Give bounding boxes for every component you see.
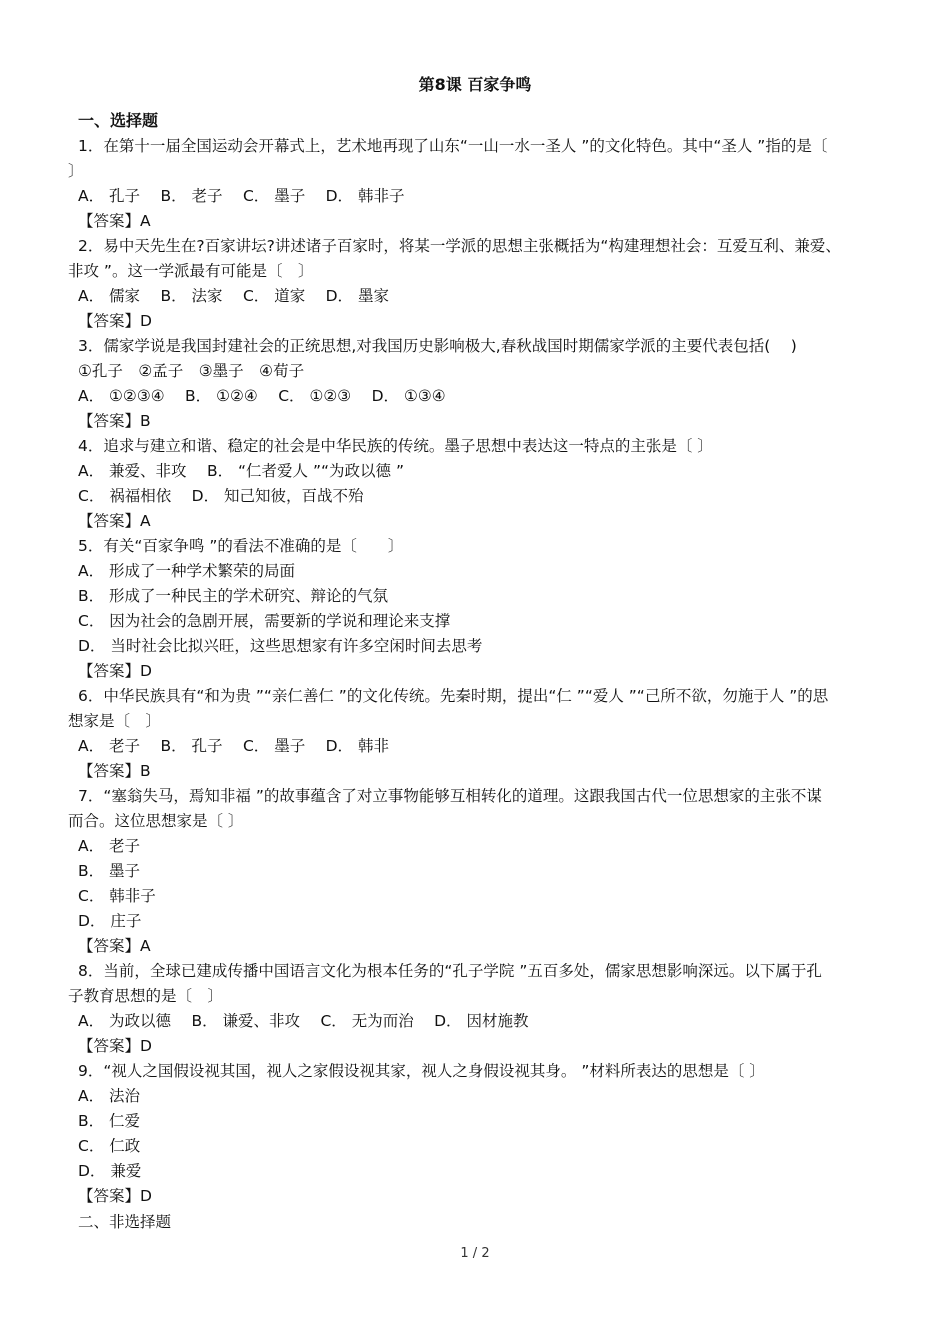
text-line: C． 祸福相依 D． 知己知彼，百战不殆: [78, 487, 364, 505]
text-line: 【答案】D: [78, 1187, 152, 1205]
section-heading-choice: 一、选择题: [78, 111, 159, 130]
text-line: 【答案】B: [78, 762, 151, 780]
text-line: 【答案】D: [78, 1037, 152, 1055]
text-line: A． 儒家 B． 法家 C． 道家 D． 墨家: [78, 287, 389, 305]
text-line: 【答案】A: [78, 512, 151, 530]
text-line: A． ①②③④ B． ①②④ C． ①②③ D． ①③④: [78, 387, 446, 405]
text-line: A． 老子: [78, 837, 141, 855]
text-line: B． 墨子: [78, 862, 141, 880]
text-line: D． 庄子: [78, 912, 142, 930]
text-line: 9．“视人之国假设视其国，视人之家假设视其家，视人之身假设视其身。 ”材料所表达的思想是〔 〕: [78, 1062, 765, 1080]
text-line: 非攻 ”。这一学派最有可能是〔 〕: [68, 262, 314, 280]
text-line: A． 为政以德 B． 谦爱、非攻 C． 无为而治 D． 因材施教: [78, 1012, 529, 1030]
text-line: 3．儒家学说是我国封建社会的正统思想,对我国历史影响极大,春秋战国时期儒家学派的主要代表包括( ): [78, 337, 797, 355]
text-line: 而合。这位思想家是〔 〕: [68, 812, 244, 830]
text-line: D． 当时社会比拟兴旺，这些思想家有许多空闲时间去思考: [78, 637, 483, 655]
page-number: 1 / 2: [460, 1246, 490, 1261]
text-line: 5．有关“百家争鸣 ”的看法不准确的是〔 〕: [78, 537, 404, 555]
question-list: [68, 134, 898, 1209]
text-line: C． 仁政: [78, 1137, 141, 1155]
text-line: 【答案】D: [78, 662, 152, 680]
text-line: 4．追求与建立和谐、稳定的社会是中华民族的传统。墨子思想中表达这一特点的主张是〔 〕: [78, 437, 713, 455]
text-line: 【答案】A: [78, 937, 151, 955]
text-line: B． 仁爱: [78, 1112, 141, 1130]
text-line: 2．易中天先生在?百家讲坛?讲述诸子百家时，将某一学派的思想主张概括为“构建理想社会：互爱互利、兼爱、: [78, 237, 841, 255]
text-line: A． 法治: [78, 1087, 141, 1105]
text-line: 6．中华民族具有“和为贵 ”“亲仁善仁 ”的文化传统。先秦时期，提出“仁 ”“爱人 ”“己所不欲，勿施于人 ”的思: [78, 687, 829, 705]
section-heading-non-choice: 二、非选择题: [78, 1213, 172, 1231]
text-line: 想家是〔 〕: [68, 712, 162, 730]
text-line: A． 孔子 B． 老子 C． 墨子 D． 韩非子: [78, 187, 405, 205]
text-line: 〕: [68, 162, 84, 180]
text-line: 【答案】D: [78, 312, 152, 330]
text-line: 1．在第十一届全国运动会开幕式上，艺术地再现了山东“一山一水一圣人 ”的文化特色。其中“圣人 ”指的是〔: [78, 137, 828, 155]
text-line: 【答案】B: [78, 412, 151, 430]
text-line: 7．“塞翁失马，焉知非福 ”的故事蕴含了对立事物能够互相转化的道理。这跟我国古代一位思想家的主张不谋: [78, 787, 822, 805]
text-line: 子教育思想的是〔 〕: [68, 987, 224, 1005]
text-line: 【答案】A: [78, 212, 151, 230]
page-title: 第8课 百家争鸣: [418, 75, 532, 94]
text-line: C． 韩非子: [78, 887, 156, 905]
text-line: 8．当前，全球已建成传播中国语言文化为根本任务的“孔子学院 ”五百多处，儒家思想影响深远。以下属于孔: [78, 962, 822, 980]
text-line: B． 形成了一种民主的学术研究、辩论的气氛: [78, 587, 389, 605]
text-line: C． 因为社会的急剧开展，需要新的学说和理论来支撑: [78, 612, 451, 630]
text-line: A． 形成了一种学术繁荣的局面: [78, 562, 296, 580]
text-line: A． 老子 B． 孔子 C． 墨子 D． 韩非: [78, 737, 389, 755]
text-line: ①孔子 ②孟子 ③墨子 ④荀子: [78, 362, 305, 380]
text-line: A． 兼爱、非攻 B． “仁者爱人 ”“为政以德 ”: [78, 462, 404, 480]
text-line: D． 兼爱: [78, 1162, 142, 1180]
